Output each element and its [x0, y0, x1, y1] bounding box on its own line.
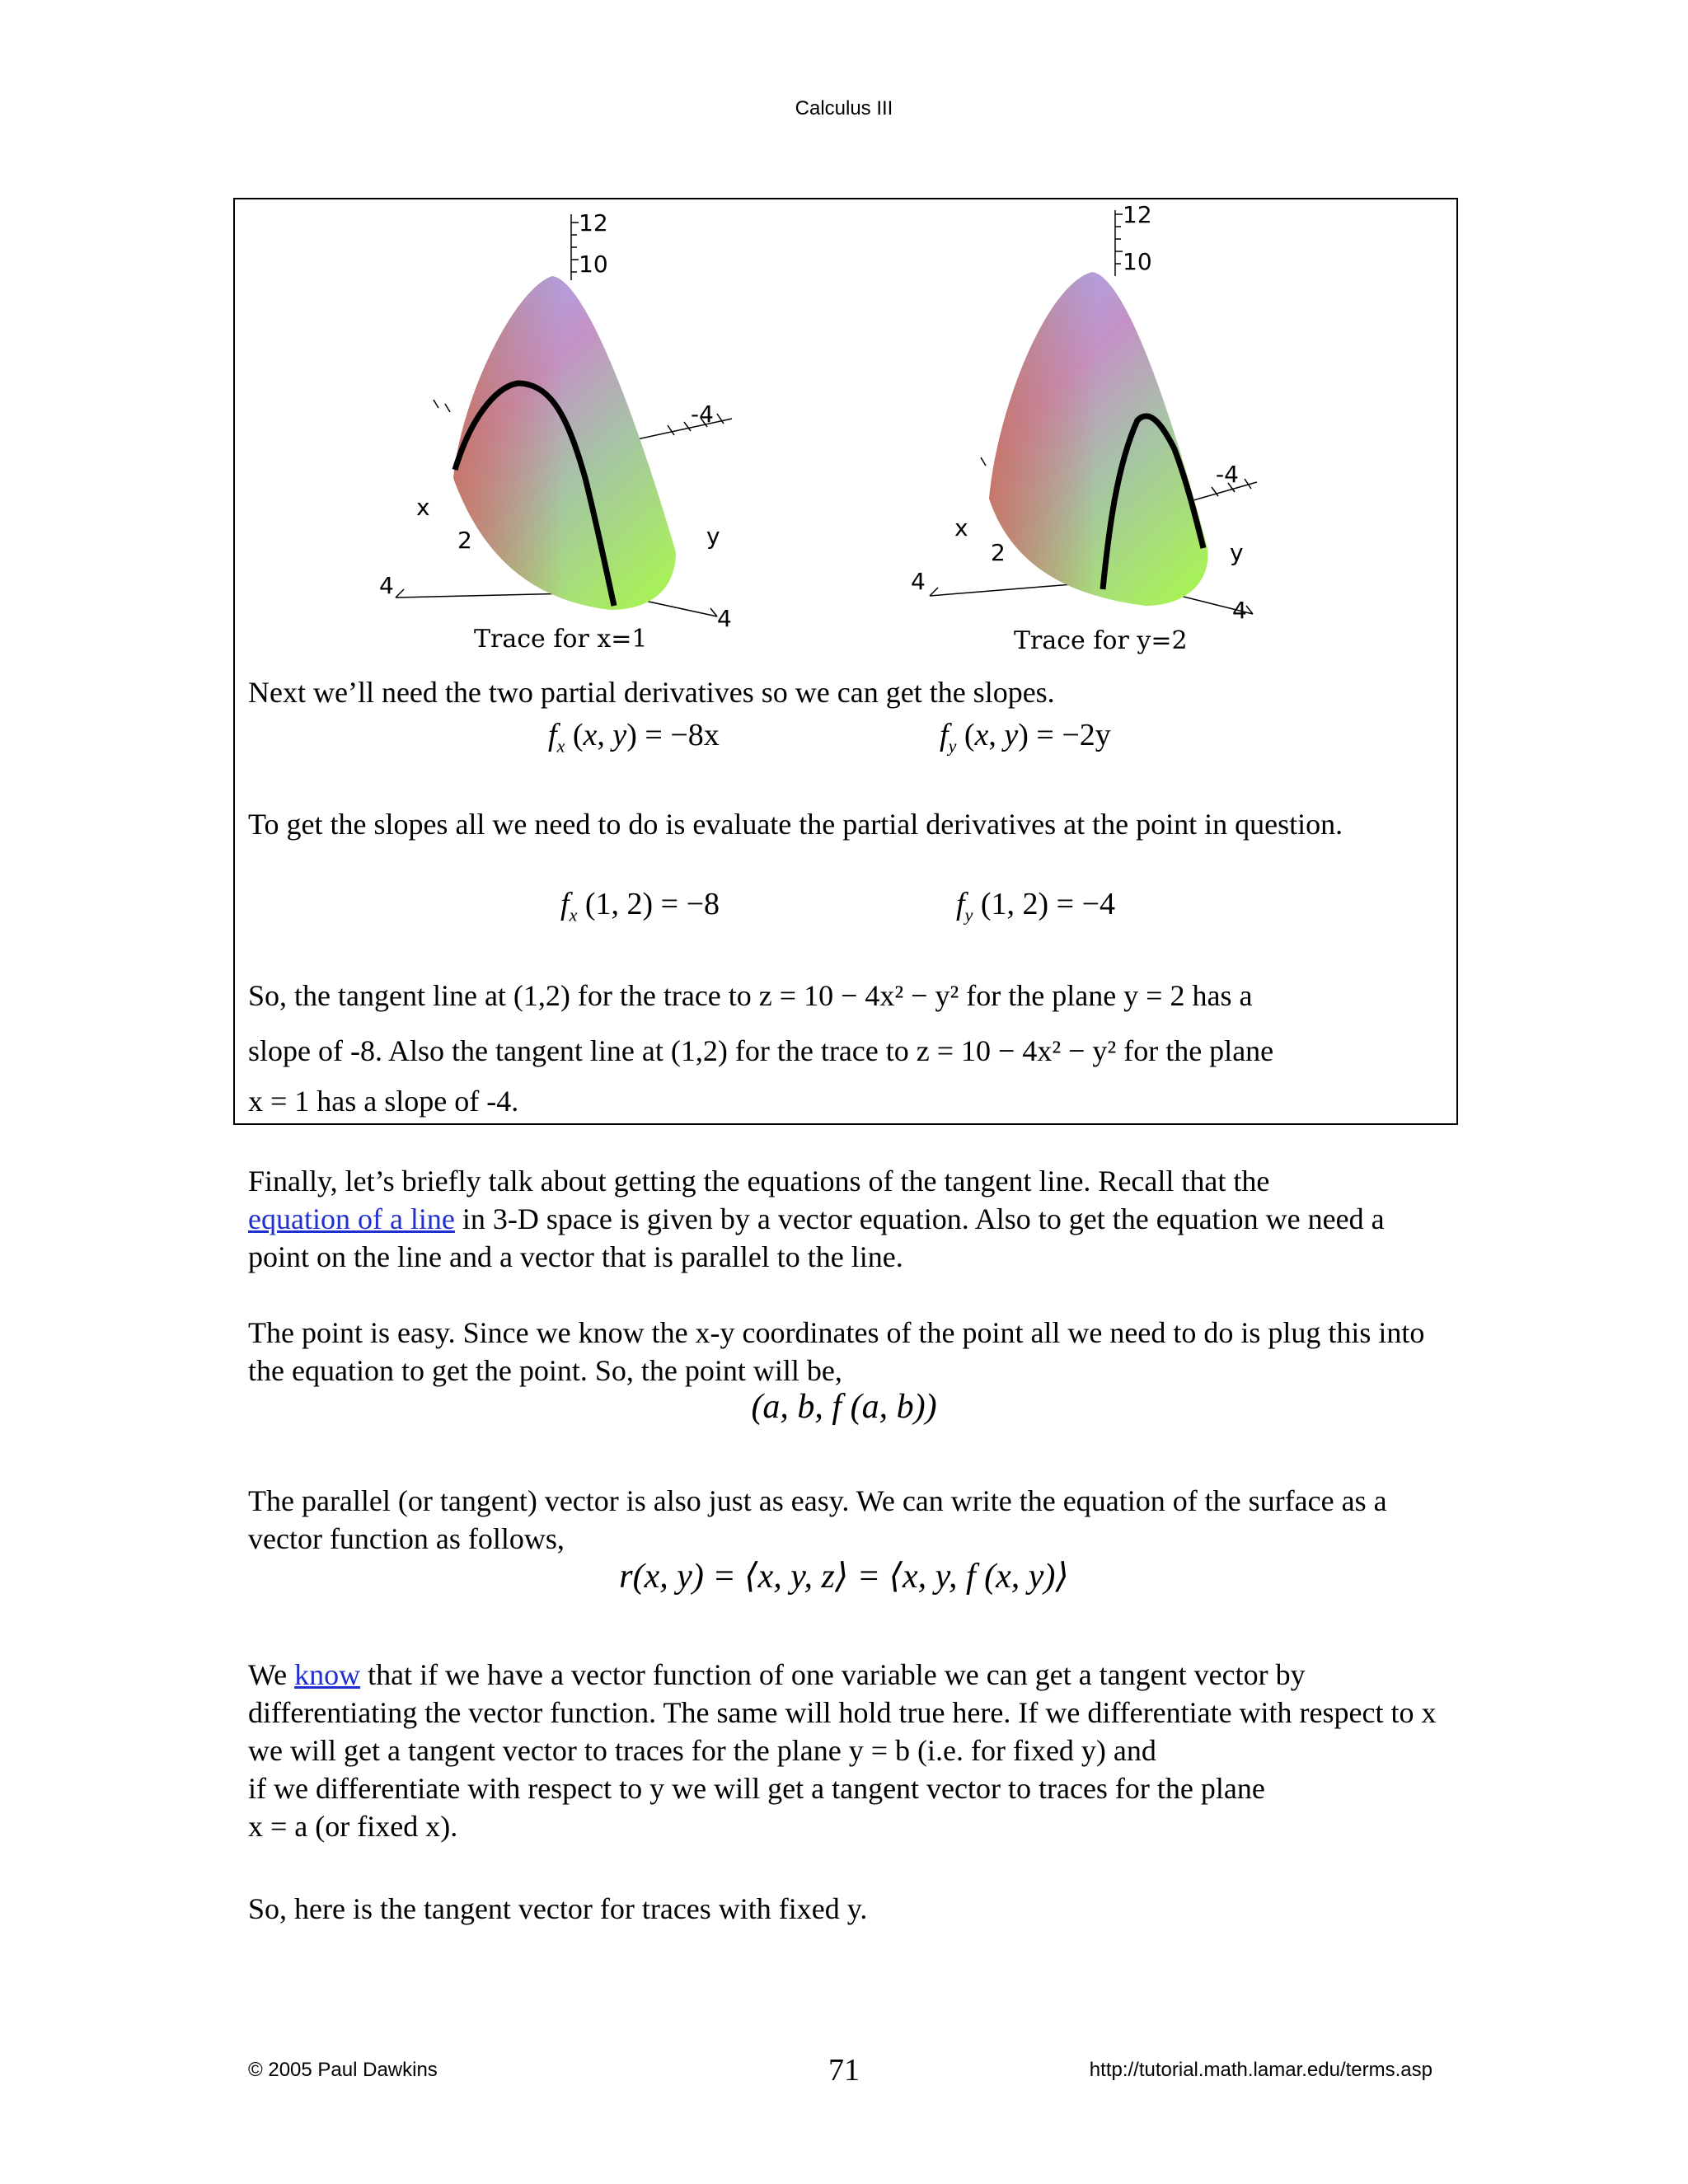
- figure-caption-a: Trace for x=1: [474, 625, 648, 654]
- y-tick-4-b: 4: [1232, 597, 1247, 624]
- link-know[interactable]: know: [294, 1658, 361, 1691]
- y-axis-label-b: y: [1230, 539, 1244, 566]
- x-tick-2-a: 2: [457, 527, 472, 554]
- x-axis-label-b: x: [954, 514, 968, 541]
- footer-url[interactable]: http://tutorial.math.lamar.edu/terms.asp: [1089, 2059, 1432, 2081]
- paragraph-tangent-vector: The parallel (or tangent) vector is also just as easy. We can write the equation of the surface as a vector function as follows,: [248, 1484, 1387, 1555]
- x-axis-label-a: x: [416, 494, 430, 521]
- paragraph-tangent-slopes-line2: slope of -8. Also the tangent line at (1,2) for the trace to z = 10 − 4x² − y² for the plane: [248, 1034, 1274, 1067]
- equation-fy: $f_y$ (x, y) = −2y: [940, 718, 1111, 757]
- paragraph-differentiate: We know that if we have a vector function of one variable we can get a tangent vector by differentiating the vector function. The same will hold true here. If we differentiate with respect to x we will get a tangent vector to traces for the plane y = b (i.e. for fixed y) and: [248, 1658, 1437, 1767]
- paragraph-fixed-y: So, here is the tangent vector for traces with fixed y.: [248, 1892, 868, 1925]
- equation-fx-value: $f_x$ (1, 2) = −8: [560, 887, 720, 926]
- surface-plot-trace-x1: [363, 206, 758, 668]
- equation-vector-function: r(x, y) = ⟨x, y, z⟩ = ⟨x, y, f (x, y)⟩: [619, 1558, 1069, 1596]
- paragraph-evaluate-slopes: To get the slopes all we need to do is evaluate the partial derivatives at the point in question.: [248, 808, 1343, 841]
- paragraph-tangent-slopes-line1: So, the tangent line at (1,2) for the trace to z = 10 − 4x² − y² for the plane y = 2 has a: [248, 979, 1253, 1012]
- z-tick-12-b: 12: [1123, 202, 1152, 228]
- page-header: Calculus III: [795, 97, 893, 120]
- equation-point: (a, b, f (a, b)): [751, 1388, 937, 1426]
- z-tick-10-b: 10: [1123, 248, 1152, 275]
- surface-plot-trace-y2: [907, 202, 1302, 663]
- page-number: 71: [828, 2053, 860, 2088]
- y-tick-neg4-a: -4: [691, 401, 714, 428]
- x-tick-2-b: 2: [991, 539, 1006, 566]
- x-tick-4-b: 4: [911, 568, 926, 595]
- paragraph-point: The point is easy. Since we know the x-y coordinates of the point all we need to do is plug this into the equation to get the point. So, the point will be,: [248, 1316, 1425, 1387]
- z-tick-12-a: 12: [579, 209, 608, 237]
- y-tick-4-a: 4: [717, 605, 732, 632]
- y-axis-label-a: y: [706, 523, 720, 550]
- x-tick-4-a: 4: [379, 572, 394, 599]
- link-equation-of-a-line[interactable]: equation of a line: [248, 1202, 455, 1235]
- paragraph-differentiate-y: if we differentiate with respect to y we will get a tangent vector to traces for the plane: [248, 1772, 1265, 1805]
- paragraph-tangent-line-equations: Finally, let’s briefly talk about getting the equations of the tangent line. Recall that the equation of a line in 3-D space is given by a vector equation. Also to get the equation we need a point on the line and a vector that is parallel to the line.: [248, 1165, 1385, 1273]
- z-tick-10-a: 10: [579, 251, 608, 278]
- equation-fy-value: $f_y$ (1, 2) = −4: [956, 887, 1116, 926]
- y-tick-neg4-b: -4: [1216, 461, 1239, 488]
- paragraph-fixed-x: x = a (or fixed x).: [248, 1810, 458, 1843]
- paragraph-partials-intro: Next we’ll need the two partial derivatives so we can get the slopes.: [248, 676, 1055, 709]
- figure-caption-b: Trace for y=2: [1014, 626, 1188, 655]
- paragraph-tangent-slopes-line3: x = 1 has a slope of -4.: [248, 1085, 519, 1118]
- equation-fx: $f_x$ (x, y) = −8x: [548, 718, 720, 757]
- footer-copyright: © 2005 Paul Dawkins: [248, 2059, 438, 2081]
